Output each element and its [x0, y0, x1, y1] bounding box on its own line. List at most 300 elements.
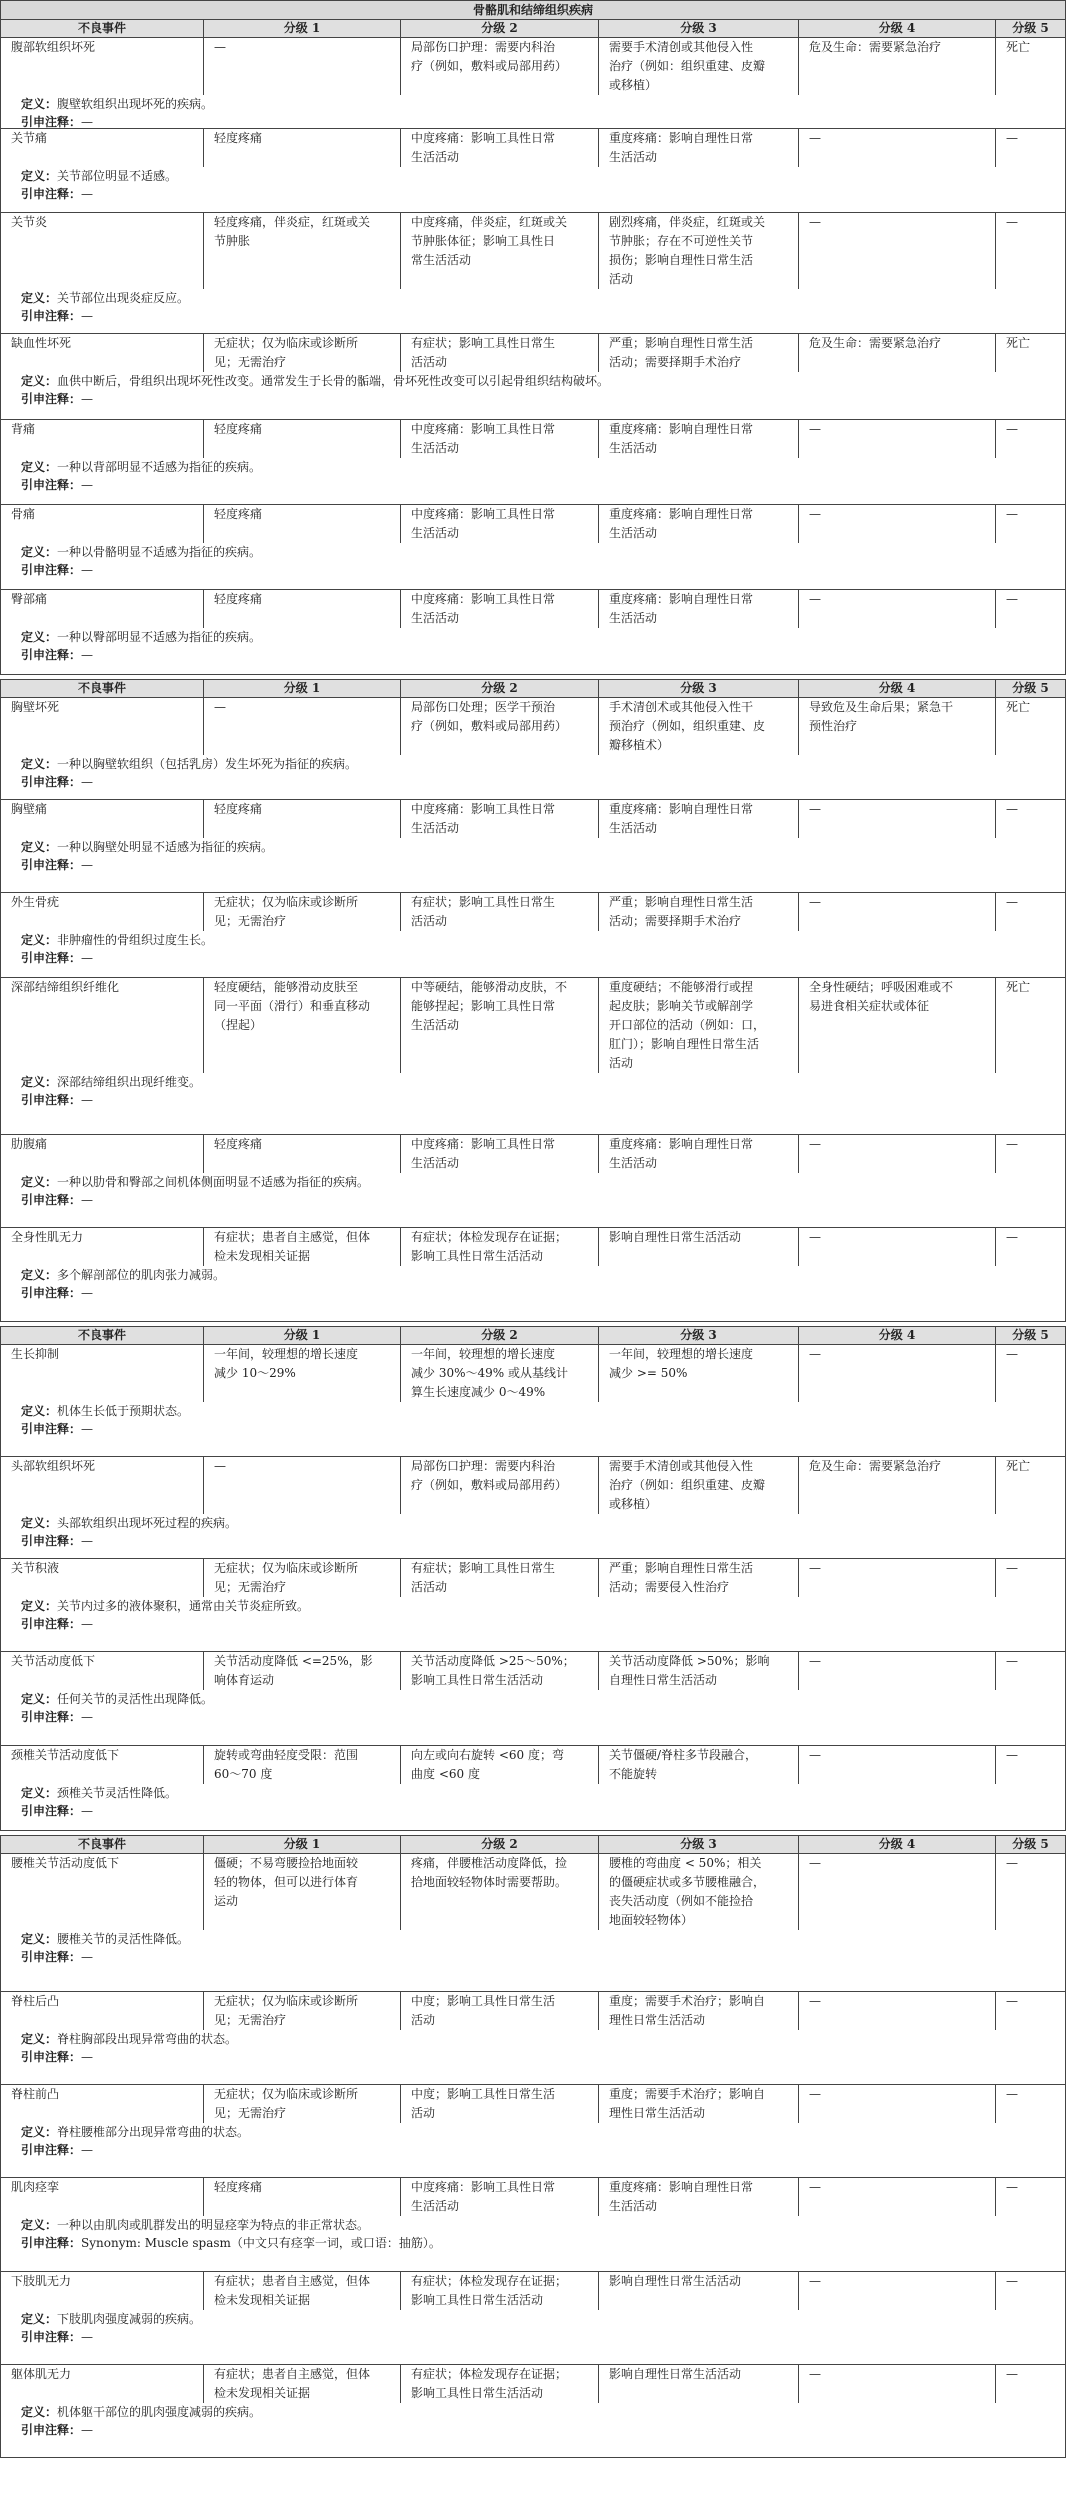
- definition-text: 机体生长低于预期状态。: [57, 1404, 190, 1418]
- navigation-note-line: [1, 1420, 1065, 1438]
- header-cell: 分级 3: [599, 1836, 799, 1853]
- definition-line: [1, 543, 1065, 561]
- definition-line: [1, 289, 1065, 307]
- grade-cell-g1: 旋转或弯曲轻度受限：范围 60～70 度: [204, 1746, 401, 1784]
- navigation-note-line: [1, 1708, 1065, 1726]
- grade-cell-g5: 死亡: [1006, 336, 1031, 350]
- grade-row: [1, 1992, 1065, 2030]
- grade-cell-g2: 中度疼痛：影响工具性日常 生活活动: [401, 129, 599, 167]
- navigation-text: —: [81, 648, 94, 662]
- definition-label: 定义：: [21, 840, 58, 854]
- grade-row: [1, 38, 1065, 95]
- definition-line: [1, 2123, 1065, 2141]
- grade-cell-g5: 死亡: [1006, 1459, 1031, 1473]
- grade-cell-g2: 有症状；体检发现存在证据； 影响工具性日常生活活动: [401, 1228, 599, 1266]
- event-name: 脊柱后凸: [1, 1992, 204, 2030]
- event-name: 关节炎: [1, 213, 204, 289]
- grade-cell-g4: —: [799, 2178, 996, 2216]
- event-name: 缺血性坏死: [1, 334, 204, 372]
- navigation-label: 引申注释：: [21, 478, 82, 492]
- header-cell: 分级 5: [1012, 1837, 1049, 1851]
- header-cell: 分级 4: [799, 1836, 996, 1853]
- grade-cell-g4: 危及生命：需要紧急治疗: [799, 334, 996, 372]
- table-section: [0, 679, 1066, 1322]
- grade-cell-g5: —: [1006, 1230, 1018, 1244]
- table-section: [0, 0, 1066, 675]
- event-name: 骨痛: [1, 505, 204, 543]
- adverse-event-row: [1, 1457, 1065, 1559]
- grade-cell-g1: 轻度疼痛，伴炎症，红斑或关 节肿胀: [204, 213, 401, 289]
- grade-cell-g2: 一年间，较理想的增长速度 减少 30%～49% 或从基线计 算生长速度减少 0～49%: [401, 1345, 599, 1402]
- header-cell: 分级 3: [599, 20, 799, 37]
- table-header: [1, 1836, 1065, 1854]
- navigation-text: —: [81, 309, 94, 323]
- navigation-note-line: [1, 1532, 1065, 1550]
- navigation-text: —: [81, 563, 94, 577]
- event-name: 腰椎关节活动度低下: [1, 1854, 204, 1930]
- definition-label: 定义：: [21, 1404, 58, 1418]
- event-name: 腹部软组织坏死: [1, 38, 204, 95]
- definition-text: 血供中断后，骨组织出现坏死性改变。通常发生于长骨的骺端，骨坏死性改变可以引起骨组织结构破坏。: [57, 374, 610, 388]
- navigation-note-line: [1, 646, 1065, 664]
- grade-row: [1, 2085, 1065, 2123]
- definition-label: 定义：: [21, 630, 58, 644]
- navigation-label: 引申注释：: [21, 2236, 82, 2250]
- definition-text: 一种以背部明显不适感为指征的疾病。: [57, 460, 262, 474]
- grade-row: [1, 1345, 1065, 1402]
- grade-cell-g2: 向左或向右旋转 <60 度；弯 曲度 <60 度: [401, 1746, 599, 1784]
- header-cell: 分级 5: [1012, 1328, 1049, 1342]
- grade-cell-g3: 剧烈疼痛，伴炎症，红斑或关 节肿胀；存在不可逆性关节 损伤；影响自理性日常生活 活动: [599, 213, 799, 289]
- grade-cell-g5: —: [1006, 895, 1018, 909]
- definition-line: [1, 2403, 1065, 2421]
- definition-label: 定义：: [21, 460, 58, 474]
- grade-cell-g4: —: [799, 2365, 996, 2403]
- grade-cell-g1: 有症状；患者自主感觉，但体 检未发现相关证据: [204, 2365, 401, 2403]
- grade-cell-g3: 关节僵硬/脊柱多节段融合， 不能旋转: [599, 1746, 799, 1784]
- navigation-label: 引申注释：: [21, 1617, 82, 1631]
- navigation-label: 引申注释：: [21, 775, 82, 789]
- adverse-event-row: [1, 2272, 1065, 2365]
- navigation-text: —: [81, 2423, 94, 2437]
- grade-cell-g5: —: [1006, 215, 1018, 229]
- event-name: 颈椎关节活动度低下: [1, 1746, 204, 1784]
- navigation-label: 引申注释：: [21, 2423, 82, 2437]
- definition-line: [1, 2310, 1065, 2328]
- event-name: 脊柱前凸: [1, 2085, 204, 2123]
- grade-cell-g4: 全身性硬结；呼吸困难或不 易进食相关症状或体征: [799, 978, 996, 1073]
- grade-cell-g3: 重度疼痛：影响自理性日常 生活活动: [599, 420, 799, 458]
- definition-label: 定义：: [21, 1175, 58, 1189]
- definition-text: 非肿瘤性的骨组织过度生长。: [57, 933, 214, 947]
- grade-row: [1, 2365, 1065, 2403]
- navigation-label: 引申注释：: [21, 1950, 82, 1964]
- definition-label: 定义：: [21, 933, 58, 947]
- grade-cell-g2: 有症状；影响工具性日常生 活活动: [401, 334, 599, 372]
- grade-cell-g3: 重度硬结；不能够滑行或捏 起皮肤；影响关节或解剖学 开口部位的活动（例如：口， 肛门）；影响自理性日常生活 活动: [599, 978, 799, 1073]
- grade-cell-g4: —: [799, 1559, 996, 1597]
- definition-line: [1, 755, 1065, 773]
- grade-cell-g5: 死亡: [1006, 700, 1031, 714]
- adverse-event-row: [1, 1652, 1065, 1746]
- table-section: [0, 1326, 1066, 1831]
- grade-cell-g2: 有症状；影响工具性日常生 活活动: [401, 893, 599, 931]
- grade-cell-g5: —: [1006, 1748, 1018, 1762]
- navigation-text: —: [81, 951, 94, 965]
- grade-cell-g2: 局部伤口护理：需要内科治 疗（例如，敷料或局部用药）: [401, 1457, 599, 1514]
- definition-line: [1, 95, 1065, 113]
- adverse-event-row: [1, 978, 1065, 1135]
- definition-line: [1, 458, 1065, 476]
- adverse-event-row: [1, 1135, 1065, 1228]
- event-name: 肌肉痉挛: [1, 2178, 204, 2216]
- event-name: 背痛: [1, 420, 204, 458]
- grade-cell-g2: 中度疼痛：影响工具性日常 生活活动: [401, 2178, 599, 2216]
- grade-row: [1, 978, 1065, 1073]
- navigation-text: —: [81, 775, 94, 789]
- grade-cell-g2: 中度疼痛：影响工具性日常 生活活动: [401, 505, 599, 543]
- adverse-event-row: [1, 213, 1065, 334]
- definition-label: 定义：: [21, 2125, 58, 2139]
- header-cell: 分级 2: [401, 1836, 599, 1853]
- event-name: 关节积液: [1, 1559, 204, 1597]
- definition-line: [1, 1930, 1065, 1948]
- grade-cell-g4: —: [799, 1228, 996, 1266]
- grade-row: [1, 2272, 1065, 2310]
- grade-cell-g3: 严重；影响自理性日常生活 活动；需要侵入性治疗: [599, 1559, 799, 1597]
- grade-cell-g5: —: [1006, 1561, 1018, 1575]
- navigation-note-line: [1, 561, 1065, 579]
- grade-cell-g2: 有症状；影响工具性日常生 活活动: [401, 1559, 599, 1597]
- grade-row: [1, 1457, 1065, 1514]
- definition-text: 关节内过多的液体聚积，通常由关节炎症所致。: [57, 1599, 310, 1613]
- adverse-event-row: [1, 38, 1065, 129]
- event-name: 胸壁痛: [1, 800, 204, 838]
- grade-cell-g2: 中度疼痛：影响工具性日常 生活活动: [401, 590, 599, 628]
- definition-label: 定义：: [21, 1692, 58, 1706]
- definition-text: 一种以骨骼明显不适感为指征的疾病。: [57, 545, 262, 559]
- navigation-note-line: [1, 390, 1065, 408]
- header-cell: 分级 2: [401, 1327, 599, 1344]
- grade-cell-g2: 中度疼痛：影响工具性日常 生活活动: [401, 420, 599, 458]
- grade-cell-g4: —: [799, 1854, 996, 1930]
- definition-line: [1, 1690, 1065, 1708]
- grade-cell-g4: —: [799, 1992, 996, 2030]
- navigation-text: —: [81, 858, 94, 872]
- definition-line: [1, 838, 1065, 856]
- grade-cell-g1: 无症状；仅为临床或诊断所 见；无需治疗: [204, 2085, 401, 2123]
- table-header: [1, 20, 1065, 38]
- header-cell: 不良事件: [1, 20, 204, 37]
- definition-line: [1, 1073, 1065, 1091]
- header-cell: 分级 2: [401, 680, 599, 697]
- event-name: 关节活动度低下: [1, 1652, 204, 1690]
- grade-cell-g3: 重度疼痛：影响自理性日常 生活活动: [599, 505, 799, 543]
- grade-cell-g2: 中度；影响工具性日常生活 活动: [401, 1992, 599, 2030]
- adverse-event-row: [1, 1992, 1065, 2085]
- event-name: 躯体肌无力: [1, 2365, 204, 2403]
- grade-cell-g4: 危及生命：需要紧急治疗: [799, 1457, 996, 1514]
- definition-label: 定义：: [21, 2312, 58, 2326]
- event-name: 生长抑制: [1, 1345, 204, 1402]
- grade-cell-g1: 轻度疼痛: [204, 2178, 401, 2216]
- grade-row: [1, 129, 1065, 167]
- grade-cell-g3: 腰椎的弯曲度 < 50%；相关 的僵硬症状或多节腰椎融合， 丧失活动度（例如不能捡拾 地面较轻物体）: [599, 1854, 799, 1930]
- header-cell: 分级 3: [599, 1327, 799, 1344]
- header-cell: 分级 4: [799, 680, 996, 697]
- navigation-note-line: [1, 185, 1065, 203]
- grade-cell-g1: —: [204, 698, 401, 755]
- table-header: [1, 680, 1065, 698]
- navigation-label: 引申注释：: [21, 1286, 82, 1300]
- grade-cell-g4: —: [799, 2272, 996, 2310]
- definition-text: 多个解剖部位的肌肉张力减弱。: [57, 1268, 226, 1282]
- event-name: 全身性肌无力: [1, 1228, 204, 1266]
- definition-line: [1, 1784, 1065, 1802]
- definition-line: [1, 1514, 1065, 1532]
- navigation-note-line: [1, 1615, 1065, 1633]
- grade-cell-g5: 死亡: [1006, 40, 1031, 54]
- grade-cell-g3: 需要手术清创或其他侵入性 治疗（例如：组织重建、皮瓣 或移植）: [599, 1457, 799, 1514]
- grade-cell-g1: 关节活动度降低 <=25%，影 响体育运动: [204, 1652, 401, 1690]
- adverse-event-row: [1, 420, 1065, 505]
- navigation-note-line: [1, 2141, 1065, 2159]
- grade-cell-g4: 危及生命：需要紧急治疗: [799, 38, 996, 95]
- grade-row: [1, 1228, 1065, 1266]
- navigation-note-line: [1, 773, 1065, 791]
- definition-text: 脊柱胸部段出现异常弯曲的状态。: [57, 2032, 238, 2046]
- adverse-event-row: [1, 590, 1065, 675]
- header-cell: 分级 5: [1012, 21, 1049, 35]
- grade-cell-g3: 影响自理性日常生活活动: [599, 1228, 799, 1266]
- event-name: 关节痛: [1, 129, 204, 167]
- grade-cell-g2: 有症状；体检发现存在证据； 影响工具性日常生活活动: [401, 2272, 599, 2310]
- grade-cell-g5: —: [1006, 592, 1018, 606]
- definition-line: [1, 628, 1065, 646]
- navigation-text: —: [81, 1950, 94, 1964]
- grade-row: [1, 1652, 1065, 1690]
- grade-cell-g5: —: [1006, 2274, 1018, 2288]
- grade-cell-g5: —: [1006, 1347, 1018, 1361]
- definition-label: 定义：: [21, 374, 58, 388]
- grade-cell-g5: —: [1006, 1137, 1018, 1151]
- navigation-note-line: [1, 2234, 1065, 2252]
- definition-line: [1, 931, 1065, 949]
- event-name: 头部软组织坏死: [1, 1457, 204, 1514]
- grade-cell-g4: —: [799, 420, 996, 458]
- grade-cell-g1: 轻度硬结，能够滑动皮肤至 同一平面（滑行）和垂直移动 （捏起）: [204, 978, 401, 1073]
- header-cell: 分级 2: [401, 20, 599, 37]
- grade-cell-g4: —: [799, 505, 996, 543]
- adverse-event-row: [1, 1854, 1065, 1992]
- definition-label: 定义：: [21, 291, 58, 305]
- grade-cell-g2: 中度疼痛：影响工具性日常 生活活动: [401, 800, 599, 838]
- grade-row: [1, 893, 1065, 931]
- definition-text: 关节部位出现炎症反应。: [57, 291, 190, 305]
- navigation-text: —: [81, 1193, 94, 1207]
- grade-cell-g2: 疼痛，伴腰椎活动度降低，捡 拾地面较轻物体时需要帮助。: [401, 1854, 599, 1930]
- grade-cell-g4: —: [799, 893, 996, 931]
- definition-label: 定义：: [21, 545, 58, 559]
- header-cell: 分级 1: [204, 1836, 401, 1853]
- adverse-event-row: [1, 698, 1065, 800]
- navigation-text: —: [81, 1093, 94, 1107]
- grade-cell-g2: 中度疼痛：影响工具性日常 生活活动: [401, 1135, 599, 1173]
- definition-label: 定义：: [21, 169, 58, 183]
- grade-cell-g2: 中度疼痛，伴炎症，红斑或关 节肿胀体征；影响工具性日 常生活活动: [401, 213, 599, 289]
- header-cell: 分级 1: [204, 680, 401, 697]
- navigation-note-line: [1, 1284, 1065, 1302]
- definition-label: 定义：: [21, 2218, 58, 2232]
- navigation-label: 引申注释：: [21, 1534, 82, 1548]
- grade-cell-g3: 影响自理性日常生活活动: [599, 2272, 799, 2310]
- navigation-label: 引申注释：: [21, 392, 82, 406]
- header-cell: 分级 5: [1012, 681, 1049, 695]
- grade-cell-g4: —: [799, 129, 996, 167]
- grade-cell-g4: —: [799, 1652, 996, 1690]
- navigation-text: —: [81, 1710, 94, 1724]
- navigation-text: —: [81, 115, 94, 129]
- navigation-text: —: [81, 478, 94, 492]
- definition-line: [1, 372, 1065, 390]
- definition-line: [1, 1266, 1065, 1284]
- event-name: 深部结缔组织纤维化: [1, 978, 204, 1073]
- definition-text: 脊柱腰椎部分出现异常弯曲的状态。: [57, 2125, 250, 2139]
- grade-cell-g5: —: [1006, 1994, 1018, 2008]
- header-cell: 不良事件: [1, 680, 204, 697]
- grade-row: [1, 1135, 1065, 1173]
- definition-label: 定义：: [21, 2032, 58, 2046]
- header-cell: 分级 4: [799, 1327, 996, 1344]
- grade-cell-g1: 轻度疼痛: [204, 590, 401, 628]
- grade-cell-g5: —: [1006, 2180, 1018, 2194]
- grade-cell-g3: 重度疼痛：影响自理性日常 生活活动: [599, 129, 799, 167]
- grade-cell-g1: 无症状；仅为临床或诊断所 见；无需治疗: [204, 334, 401, 372]
- event-name: 臀部痛: [1, 590, 204, 628]
- grade-cell-g4: 导致危及生命后果；紧急干 预性治疗: [799, 698, 996, 755]
- adverse-event-row: [1, 2178, 1065, 2272]
- definition-label: 定义：: [21, 1516, 58, 1530]
- adverse-event-row: [1, 2365, 1065, 2458]
- navigation-text: Synonym: Muscle spasm（中文只有痉挛一词，或口语：抽筋）。: [81, 2236, 441, 2250]
- grade-cell-g5: —: [1006, 507, 1018, 521]
- grade-cell-g3: 影响自理性日常生活活动: [599, 2365, 799, 2403]
- grade-row: [1, 213, 1065, 289]
- definition-text: 关节部位明显不适感。: [57, 169, 178, 183]
- definition-line: [1, 1173, 1065, 1191]
- grade-cell-g1: 无症状；仅为临床或诊断所 见；无需治疗: [204, 893, 401, 931]
- navigation-note-line: [1, 2048, 1065, 2066]
- grade-cell-g2: 中度；影响工具性日常生活 活动: [401, 2085, 599, 2123]
- navigation-text: —: [81, 1534, 94, 1548]
- grade-cell-g4: —: [799, 213, 996, 289]
- definition-label: 定义：: [21, 757, 58, 771]
- navigation-text: —: [81, 1422, 94, 1436]
- navigation-label: 引申注释：: [21, 1710, 82, 1724]
- grade-cell-g5: —: [1006, 802, 1018, 816]
- grade-cell-g4: —: [799, 800, 996, 838]
- grade-cell-g1: —: [204, 1457, 401, 1514]
- grade-cell-g1: 轻度疼痛: [204, 129, 401, 167]
- event-name: 肋腹痛: [1, 1135, 204, 1173]
- adverse-event-row: [1, 800, 1065, 893]
- grade-cell-g1: 僵硬；不易弯腰捡拾地面较 轻的物体，但可以进行体育 运动: [204, 1854, 401, 1930]
- grade-cell-g1: 轻度疼痛: [204, 505, 401, 543]
- grade-cell-g5: 死亡: [1006, 980, 1031, 994]
- header-cell: 不良事件: [1, 1836, 204, 1853]
- grade-cell-g5: —: [1006, 1654, 1018, 1668]
- grade-cell-g1: —: [204, 38, 401, 95]
- grade-row: [1, 505, 1065, 543]
- adverse-event-row: [1, 2085, 1065, 2178]
- grade-cell-g2: 关节活动度降低 >25～50%； 影响工具性日常生活活动: [401, 1652, 599, 1690]
- grade-cell-g3: 重度；需要手术治疗；影响自 理性日常生活活动: [599, 2085, 799, 2123]
- grade-cell-g3: 重度疼痛：影响自理性日常 生活活动: [599, 2178, 799, 2216]
- table-section: [0, 1835, 1066, 2458]
- definition-label: 定义：: [21, 1599, 58, 1613]
- navigation-note-line: [1, 1191, 1065, 1209]
- table-title: 骨骼肌和结缔组织疾病: [1, 1, 1065, 20]
- grade-cell-g5: —: [1006, 2367, 1018, 2381]
- adverse-event-row: [1, 1746, 1065, 1831]
- navigation-note-line: [1, 949, 1065, 967]
- definition-text: 腰椎关节的灵活性降低。: [57, 1932, 190, 1946]
- grade-cell-g1: 轻度疼痛: [204, 420, 401, 458]
- grade-row: [1, 800, 1065, 838]
- grade-cell-g3: 一年间，较理想的增长速度 减少 >= 50%: [599, 1345, 799, 1402]
- table-header: [1, 1327, 1065, 1345]
- grade-cell-g3: 关节活动度降低 >50%；影响 自理性日常生活活动: [599, 1652, 799, 1690]
- grade-cell-g2: 中等硬结，能够滑动皮肤，不 能够捏起；影响工具性日常 生活活动: [401, 978, 599, 1073]
- grade-cell-g5: —: [1006, 131, 1018, 145]
- adverse-event-row: [1, 1559, 1065, 1652]
- navigation-label: 引申注释：: [21, 1193, 82, 1207]
- navigation-label: 引申注释：: [21, 1422, 82, 1436]
- definition-text: 一种以由肌肉或肌群发出的明显痉挛为特点的非正常状态。: [57, 2218, 370, 2232]
- grade-cell-g4: —: [799, 1135, 996, 1173]
- grade-cell-g3: 需要手术清创或其他侵入性 治疗（例如：组织重建、皮瓣 或移植）: [599, 38, 799, 95]
- navigation-label: 引申注释：: [21, 2050, 82, 2064]
- navigation-label: 引申注释：: [21, 1093, 82, 1107]
- grade-cell-g1: 轻度疼痛: [204, 800, 401, 838]
- navigation-text: —: [81, 1617, 94, 1631]
- navigation-label: 引申注释：: [21, 648, 82, 662]
- grade-cell-g1: 有症状；患者自主感觉，但体 检未发现相关证据: [204, 2272, 401, 2310]
- grade-row: [1, 334, 1065, 372]
- grade-cell-g4: —: [799, 590, 996, 628]
- grade-cell-g5: —: [1006, 1856, 1018, 1870]
- definition-line: [1, 1597, 1065, 1615]
- grade-cell-g1: 一年间，较理想的增长速度 减少 10～29%: [204, 1345, 401, 1402]
- definition-label: 定义：: [21, 1786, 58, 1800]
- navigation-note-line: [1, 1802, 1065, 1820]
- navigation-note-line: [1, 1948, 1065, 1966]
- grade-cell-g3: 重度；需要手术治疗；影响自 理性日常生活活动: [599, 1992, 799, 2030]
- header-cell: 不良事件: [1, 1327, 204, 1344]
- navigation-label: 引申注释：: [21, 115, 82, 129]
- grade-cell-g5: —: [1006, 2087, 1018, 2101]
- navigation-note-line: [1, 2421, 1065, 2439]
- grade-cell-g1: 无症状；仅为临床或诊断所 见；无需治疗: [204, 1992, 401, 2030]
- navigation-note-line: [1, 1091, 1065, 1109]
- navigation-text: —: [81, 2330, 94, 2344]
- navigation-label: 引申注释：: [21, 951, 82, 965]
- grade-cell-g4: —: [799, 2085, 996, 2123]
- navigation-label: 引申注释：: [21, 2143, 82, 2157]
- navigation-note-line: [1, 307, 1065, 325]
- navigation-label: 引申注释：: [21, 2330, 82, 2344]
- grade-row: [1, 698, 1065, 755]
